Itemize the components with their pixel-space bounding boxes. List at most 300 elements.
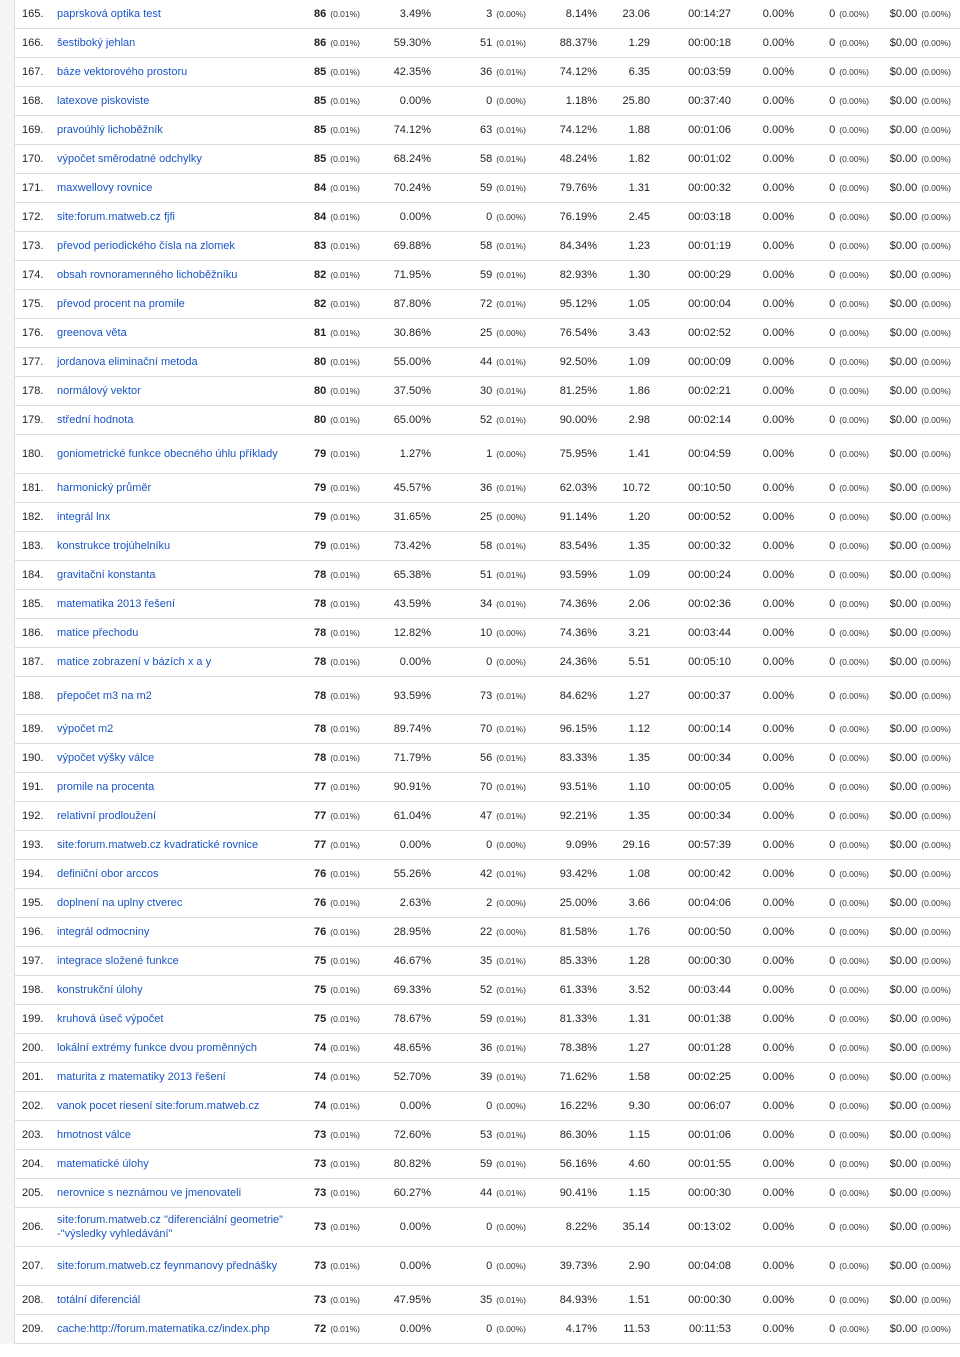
new-visits-share: (0.01%) xyxy=(496,985,526,995)
table-row xyxy=(0,474,960,503)
pct-new-visits xyxy=(394,860,431,888)
goal-value xyxy=(890,0,951,28)
new-visits-value: 0 xyxy=(486,1260,493,1272)
pct-new-visits-value: 87.80% xyxy=(393,298,431,310)
keyword-link[interactable]: konstrukce trojúhelníku xyxy=(57,540,171,552)
avg-duration-value: 00:00:52 xyxy=(688,511,731,523)
visits-value: 73 xyxy=(313,1260,327,1272)
keyword-link[interactable]: totální diferenciál xyxy=(57,1294,141,1306)
goal-completions-value: 0 xyxy=(829,1187,836,1199)
goal-value-share: (0.00%) xyxy=(921,96,951,106)
conversion-rate-value: 0.00% xyxy=(762,298,794,310)
visits xyxy=(314,1247,360,1285)
table-row xyxy=(0,1121,960,1150)
conversion-rate xyxy=(763,947,794,975)
goal-completions-share: (0.00%) xyxy=(839,125,869,135)
visits-share: (0.01%) xyxy=(330,270,360,280)
goal-value-share: (0.00%) xyxy=(921,724,951,734)
goal-value-share: (0.00%) xyxy=(921,270,951,280)
visits-value: 73 xyxy=(313,1158,327,1170)
pages-per-visit xyxy=(629,619,650,647)
pct-new-visits-value: 0.00% xyxy=(399,839,431,851)
keyword-link[interactable]: site:forum.matweb.cz "diferenciální geometrie" -"výsledky vyhledávání" xyxy=(57,1214,284,1240)
avg-duration xyxy=(688,474,731,502)
pct-new-visits xyxy=(394,319,431,347)
avg-duration-value: 00:00:18 xyxy=(688,37,731,49)
goal-completions-value: 0 xyxy=(829,810,836,822)
bounce-rate-value: 93.42% xyxy=(559,868,597,880)
goal-completions-share: (0.00%) xyxy=(839,241,869,251)
keyword-link[interactable]: relativní prodloužení xyxy=(57,810,157,822)
keyword-link[interactable]: výpočet m2 xyxy=(57,723,114,735)
table-row xyxy=(0,174,960,203)
avg-duration xyxy=(688,677,731,714)
pct-new-visits xyxy=(400,648,431,676)
goal-completions-value: 0 xyxy=(829,240,836,252)
goal-value-share: (0.00%) xyxy=(921,183,951,193)
pages-per-visit xyxy=(629,677,650,714)
pages-per-visit-value: 2.06 xyxy=(628,598,650,610)
row-number: 188. xyxy=(22,689,44,702)
table-row xyxy=(0,503,960,532)
goal-value-value: $0.00 xyxy=(889,656,918,668)
keyword-link[interactable]: maxwellovy rovnice xyxy=(57,182,153,194)
visits-share: (0.01%) xyxy=(330,599,360,609)
bounce-rate-value: 39.73% xyxy=(559,1260,597,1272)
new-visits-value: 39 xyxy=(479,1071,493,1083)
goal-completions-share: (0.00%) xyxy=(839,869,869,879)
pct-new-visits-value: 68.24% xyxy=(393,153,431,165)
bounce-rate xyxy=(560,319,597,347)
goal-completions-value: 0 xyxy=(829,984,836,996)
conversion-rate-value: 0.00% xyxy=(762,66,794,78)
pct-new-visits-value: 37.50% xyxy=(393,385,431,397)
visits xyxy=(314,290,360,318)
goal-completions-value: 0 xyxy=(829,298,836,310)
keyword-link[interactable]: lokální extrémy funkce dvou proměnných xyxy=(57,1042,257,1054)
visits xyxy=(314,29,360,57)
goal-completions-value: 0 xyxy=(829,723,836,735)
visits-share: (0.01%) xyxy=(330,1222,360,1232)
keyword-link[interactable]: vanok pocet riesení site:forum.matweb.cz xyxy=(57,1100,260,1112)
keyword-link[interactable]: převod procent na promile xyxy=(57,298,185,310)
keyword-link[interactable]: greenova věta xyxy=(57,327,127,339)
bounce-rate xyxy=(560,503,597,531)
row-number: 166. xyxy=(22,37,44,49)
pages-per-visit xyxy=(629,377,650,405)
avg-duration-value: 00:00:30 xyxy=(688,1187,731,1199)
bounce-rate-value: 93.59% xyxy=(559,569,597,581)
goal-completions-value: 0 xyxy=(829,689,836,702)
new-visits-value: 70 xyxy=(479,723,493,735)
goal-completions-share: (0.00%) xyxy=(839,183,869,193)
pct-new-visits-value: 0.00% xyxy=(399,1323,431,1335)
pct-new-visits xyxy=(394,1179,431,1207)
bounce-rate-value: 84.34% xyxy=(559,240,597,252)
keyword-link[interactable]: matice zobrazení v bázích x a y xyxy=(57,656,212,668)
new-visits-share: (0.00%) xyxy=(496,1261,526,1271)
pages-per-visit-value: 3.66 xyxy=(628,897,650,909)
avg-duration xyxy=(688,648,731,676)
goal-completions-share: (0.00%) xyxy=(839,512,869,522)
goal-completions-share: (0.00%) xyxy=(839,67,869,77)
bounce-rate-value: 88.37% xyxy=(559,37,597,49)
keyword-link[interactable]: integrál odmocniny xyxy=(57,926,150,938)
keyword-link[interactable]: obsah rovnoramenného lichoběžníku xyxy=(57,269,238,281)
visits-share: (0.01%) xyxy=(330,1101,360,1111)
goal-completions-share: (0.00%) xyxy=(839,1130,869,1140)
row-number: 201. xyxy=(22,1071,44,1083)
goal-value-value: $0.00 xyxy=(889,781,918,793)
keyword-link[interactable]: latexove piskoviste xyxy=(57,95,150,107)
conversion-rate xyxy=(763,261,794,289)
keyword-link[interactable]: nerovnice s neznámou ve jmenovateli xyxy=(57,1187,242,1199)
table-row xyxy=(0,715,960,744)
new-visits-value: 63 xyxy=(479,124,493,136)
pages-per-visit xyxy=(629,918,650,946)
goal-completions-share: (0.00%) xyxy=(839,811,869,821)
avg-duration xyxy=(688,561,731,589)
keyword-link[interactable]: šestiboký jehlan xyxy=(57,37,136,49)
goal-completions-share: (0.00%) xyxy=(839,483,869,493)
conversion-rate xyxy=(763,744,794,772)
bounce-rate-value: 74.36% xyxy=(559,627,597,639)
avg-duration-value: 00:02:21 xyxy=(688,385,731,397)
visits-value: 78 xyxy=(313,752,327,764)
avg-duration-value: 00:00:32 xyxy=(688,182,731,194)
keyword-link[interactable]: matematické úlohy xyxy=(57,1158,149,1170)
conversion-rate-value: 0.00% xyxy=(762,414,794,426)
pct-new-visits xyxy=(394,715,431,743)
goal-completions-value: 0 xyxy=(829,511,836,523)
goal-completions xyxy=(829,561,869,589)
pct-new-visits xyxy=(400,435,431,473)
conversion-rate-value: 0.00% xyxy=(762,984,794,996)
pct-new-visits-value: 70.24% xyxy=(393,182,431,194)
new-visits xyxy=(480,619,526,647)
keyword-link[interactable]: převod periodického čísla na zlomek xyxy=(57,240,235,252)
keyword-link[interactable]: maturita z matematiky 2013 řešení xyxy=(57,1071,226,1083)
pages-per-visit xyxy=(629,532,650,560)
new-visits-share: (0.00%) xyxy=(496,1101,526,1111)
keyword-link[interactable]: integrál lnx xyxy=(57,511,111,523)
pages-per-visit xyxy=(629,648,650,676)
goal-completions xyxy=(829,648,869,676)
keyword-link[interactable]: harmonický průměr xyxy=(57,482,152,494)
visits-share: (0.01%) xyxy=(330,724,360,734)
bounce-rate xyxy=(560,802,597,830)
goal-value-value: $0.00 xyxy=(889,627,918,639)
table-row xyxy=(0,744,960,773)
new-visits xyxy=(480,677,526,714)
avg-duration-value: 00:00:29 xyxy=(688,269,731,281)
goal-completions-share: (0.00%) xyxy=(839,415,869,425)
avg-duration-value: 00:02:25 xyxy=(688,1071,731,1083)
bounce-rate xyxy=(560,532,597,560)
pages-per-visit xyxy=(629,1121,650,1149)
new-visits-share: (0.01%) xyxy=(496,1130,526,1140)
visits-value: 80 xyxy=(313,414,327,426)
conversion-rate xyxy=(763,831,794,859)
goal-completions xyxy=(829,503,869,531)
goal-value xyxy=(890,87,951,115)
pct-new-visits-value: 80.82% xyxy=(393,1158,431,1170)
pct-new-visits-value: 31.65% xyxy=(393,511,431,523)
conversion-rate-value: 0.00% xyxy=(762,1221,794,1233)
new-visits xyxy=(480,503,526,531)
goal-completions-share: (0.00%) xyxy=(839,628,869,638)
new-visits xyxy=(480,1121,526,1149)
pages-per-visit-value: 3.43 xyxy=(628,327,650,339)
pct-new-visits-value: 0.00% xyxy=(399,1221,431,1233)
keyword-link[interactable]: cache:http://forum.matematika.cz/index.php xyxy=(57,1323,270,1335)
goal-completions-value: 0 xyxy=(829,66,836,78)
conversion-rate-value: 0.00% xyxy=(762,1013,794,1025)
goal-completions-share: (0.00%) xyxy=(839,1222,869,1232)
goal-value xyxy=(890,831,951,859)
row-number: 170. xyxy=(22,153,44,165)
row-number: 171. xyxy=(22,182,44,194)
pages-per-visit xyxy=(629,802,650,830)
new-visits-share: (0.00%) xyxy=(496,512,526,522)
goal-value xyxy=(890,1063,951,1091)
goal-value-value: $0.00 xyxy=(889,689,918,702)
goal-value xyxy=(890,261,951,289)
new-visits-share: (0.01%) xyxy=(496,599,526,609)
table-row xyxy=(0,406,960,435)
pages-per-visit xyxy=(629,348,650,376)
conversion-rate-value: 0.00% xyxy=(762,1129,794,1141)
new-visits-value: 2 xyxy=(486,897,493,909)
conversion-rate xyxy=(763,145,794,173)
pages-per-visit xyxy=(629,29,650,57)
table-row xyxy=(0,1247,960,1286)
bounce-rate xyxy=(560,261,597,289)
new-visits xyxy=(480,319,526,347)
new-visits-share: (0.00%) xyxy=(496,212,526,222)
conversion-rate-value: 0.00% xyxy=(762,95,794,107)
goal-value-share: (0.00%) xyxy=(921,1261,951,1271)
bounce-rate-value: 4.17% xyxy=(565,1323,597,1335)
goal-value-share: (0.00%) xyxy=(921,212,951,222)
new-visits-value: 22 xyxy=(479,926,493,938)
goal-value-value: $0.00 xyxy=(889,66,918,78)
bounce-rate xyxy=(560,773,597,801)
pct-new-visits xyxy=(400,1315,431,1343)
visits xyxy=(314,1034,360,1062)
pct-new-visits-value: 48.65% xyxy=(393,1042,431,1054)
bounce-rate-value: 81.25% xyxy=(559,385,597,397)
conversion-rate xyxy=(763,889,794,917)
keyword-link[interactable]: site:forum.matweb.cz fjfi xyxy=(57,211,175,223)
row-number: 182. xyxy=(22,511,44,523)
new-visits xyxy=(480,58,526,86)
goal-value-share: (0.00%) xyxy=(921,811,951,821)
pages-per-visit-value: 1.28 xyxy=(628,955,650,967)
keyword-link[interactable]: hmotnost válce xyxy=(57,1129,131,1141)
pages-per-visit-value: 1.08 xyxy=(628,868,650,880)
conversion-rate-value: 0.00% xyxy=(762,124,794,136)
goal-value-value: $0.00 xyxy=(889,868,918,880)
avg-duration-value: 00:57:39 xyxy=(688,839,731,851)
goal-value-share: (0.00%) xyxy=(921,449,951,459)
avg-duration-value: 00:02:52 xyxy=(688,327,731,339)
avg-duration-value: 00:05:10 xyxy=(688,656,731,668)
goal-value-share: (0.00%) xyxy=(921,512,951,522)
keyword-link[interactable]: site:forum.matweb.cz feynmanovy přednášky xyxy=(57,1260,278,1272)
bounce-rate-value: 90.00% xyxy=(559,414,597,426)
new-visits-share: (0.01%) xyxy=(496,782,526,792)
conversion-rate xyxy=(763,918,794,946)
keyword-link[interactable]: definiční obor arccos xyxy=(57,868,159,880)
goal-completions xyxy=(829,116,869,144)
avg-duration xyxy=(688,619,731,647)
goal-completions-share: (0.00%) xyxy=(839,956,869,966)
keyword-link[interactable]: přepočet m3 na m2 xyxy=(57,689,152,702)
new-visits-share: (0.00%) xyxy=(496,840,526,850)
visits xyxy=(314,1286,360,1314)
keyword-link[interactable]: pravoúhlý lichoběžník xyxy=(57,124,163,136)
row-number: 176. xyxy=(22,327,44,339)
goal-value-share: (0.00%) xyxy=(921,657,951,667)
new-visits xyxy=(480,1063,526,1091)
goal-value-value: $0.00 xyxy=(889,298,918,310)
conversion-rate xyxy=(763,677,794,714)
keyword-link[interactable]: výpočet výšky válce xyxy=(57,752,155,764)
row-number: 194. xyxy=(22,868,44,880)
avg-duration-value: 00:06:07 xyxy=(688,1100,731,1112)
pct-new-visits-value: 55.00% xyxy=(393,356,431,368)
goal-completions xyxy=(829,744,869,772)
keyword-link[interactable]: doplnení na uplny ctverec xyxy=(57,897,183,909)
row-number: 209. xyxy=(22,1323,44,1335)
goal-value xyxy=(890,1005,951,1033)
avg-duration-value: 00:01:02 xyxy=(688,153,731,165)
pages-per-visit xyxy=(629,116,650,144)
pct-new-visits-value: 46.67% xyxy=(393,955,431,967)
keyword-link[interactable]: jordanova eliminační metoda xyxy=(57,356,198,368)
bounce-rate xyxy=(560,677,597,714)
visits-value: 76 xyxy=(313,926,327,938)
pct-new-visits xyxy=(400,1247,431,1285)
keyword-link[interactable]: výpočet směrodatné odchylky xyxy=(57,153,202,165)
table-row xyxy=(0,1063,960,1092)
avg-duration-value: 00:11:53 xyxy=(688,1323,731,1335)
avg-duration xyxy=(688,232,731,260)
row-number: 174. xyxy=(22,269,44,281)
visits-value: 86 xyxy=(313,8,327,20)
goal-completions-share: (0.00%) xyxy=(839,1043,869,1053)
keyword-link[interactable]: matice přechodu xyxy=(57,627,139,639)
goal-completions-share: (0.00%) xyxy=(839,782,869,792)
pages-per-visit-value: 1.35 xyxy=(628,752,650,764)
avg-duration xyxy=(688,1286,731,1314)
visits-value: 76 xyxy=(313,868,327,880)
row-number: 206. xyxy=(22,1221,44,1233)
keyword-link[interactable]: konstrukční úlohy xyxy=(57,984,143,996)
goal-completions xyxy=(829,1005,869,1033)
visits-value: 82 xyxy=(313,298,327,310)
row-number: 183. xyxy=(22,540,44,552)
new-visits-value: 36 xyxy=(479,66,493,78)
conversion-rate-value: 0.00% xyxy=(762,810,794,822)
keyword-link[interactable]: gravitační konstanta xyxy=(57,569,156,581)
pct-new-visits xyxy=(400,831,431,859)
goal-completions xyxy=(829,619,869,647)
keyword-link[interactable]: goniometrické funkce obecného úhlu příklady xyxy=(57,448,278,460)
conversion-rate-value: 0.00% xyxy=(762,385,794,397)
new-visits xyxy=(480,1150,526,1178)
pct-new-visits-value: 74.12% xyxy=(393,124,431,136)
keyword-link[interactable]: střední hodnota xyxy=(57,414,134,426)
goal-completions-value: 0 xyxy=(829,182,836,194)
visits-share: (0.01%) xyxy=(330,541,360,551)
new-visits-share: (0.01%) xyxy=(496,1188,526,1198)
visits xyxy=(314,1063,360,1091)
keyword-link[interactable]: normálový vektor xyxy=(57,385,141,397)
pct-new-visits-value: 69.88% xyxy=(393,240,431,252)
avg-duration-value: 00:00:50 xyxy=(688,926,731,938)
row-number: 195. xyxy=(22,897,44,909)
bounce-rate-value: 84.93% xyxy=(559,1294,597,1306)
keyword-link[interactable]: promile na procenta xyxy=(57,781,155,793)
new-visits xyxy=(486,87,526,115)
keyword-link[interactable]: paprsková optika test xyxy=(57,8,161,20)
goal-completions xyxy=(829,860,869,888)
new-visits xyxy=(486,203,526,231)
row-number: 199. xyxy=(22,1013,44,1025)
keyword-link[interactable]: kruhová úseč výpočet xyxy=(57,1013,164,1025)
goal-value-share: (0.00%) xyxy=(921,154,951,164)
bounce-rate xyxy=(560,116,597,144)
visits-value: 78 xyxy=(313,569,327,581)
visits-value: 73 xyxy=(313,1129,327,1141)
table-row xyxy=(0,203,960,232)
goal-value-share: (0.00%) xyxy=(921,1324,951,1334)
avg-duration-value: 00:00:32 xyxy=(688,540,731,552)
pct-new-visits-value: 55.26% xyxy=(393,868,431,880)
new-visits-value: 51 xyxy=(479,37,493,49)
visits-share: (0.01%) xyxy=(330,811,360,821)
conversion-rate-value: 0.00% xyxy=(762,1294,794,1306)
keyword-link[interactable]: báze vektorového prostoru xyxy=(57,66,188,78)
goal-value-share: (0.00%) xyxy=(921,599,951,609)
pages-per-visit-value: 3.52 xyxy=(628,984,650,996)
row-number: 186. xyxy=(22,627,44,639)
visits-share: (0.01%) xyxy=(330,67,360,77)
keyword-link[interactable]: integrace složené funkce xyxy=(57,955,179,967)
goal-completions-value: 0 xyxy=(829,868,836,880)
goal-value xyxy=(890,744,951,772)
pct-new-visits xyxy=(394,1121,431,1149)
pct-new-visits-value: 0.00% xyxy=(399,1260,431,1272)
avg-duration-value: 00:01:06 xyxy=(688,1129,731,1141)
visits xyxy=(314,1121,360,1149)
table-row xyxy=(0,648,960,677)
goal-completions-share: (0.00%) xyxy=(839,541,869,551)
visits xyxy=(314,261,360,289)
bounce-rate-value: 75.95% xyxy=(559,448,597,460)
new-visits xyxy=(480,174,526,202)
goal-value-share: (0.00%) xyxy=(921,67,951,77)
visits-value: 74 xyxy=(313,1042,327,1054)
goal-completions xyxy=(829,261,869,289)
bounce-rate xyxy=(566,831,597,859)
avg-duration-value: 00:00:24 xyxy=(688,569,731,581)
pct-new-visits-value: 42.35% xyxy=(393,66,431,78)
keyword-link[interactable]: matematika 2013 řešení xyxy=(57,598,176,610)
keyword-link[interactable]: site:forum.matweb.cz kvadratické rovnice xyxy=(57,839,259,851)
